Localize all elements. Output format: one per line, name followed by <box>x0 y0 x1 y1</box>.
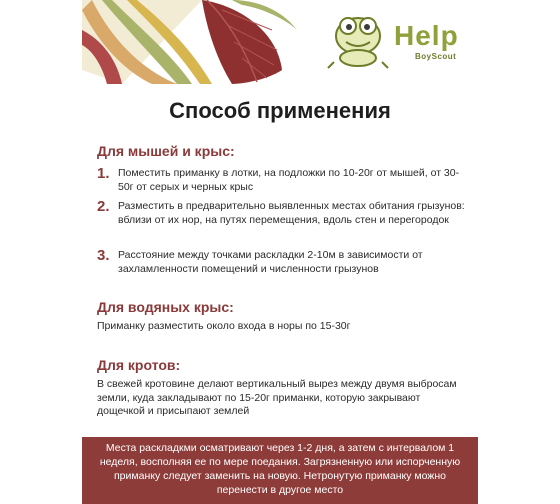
list-item-text: Разместить в предварительно выявленных местах обитания грызунов: вблизи от их нор, на путях перемещения, вдоль стен и перегородок <box>118 200 465 226</box>
section-heading-water-rats: Для водяных крыс: <box>97 299 234 315</box>
page-title: Способ применения <box>169 98 391 123</box>
list-item-text: Расстояние между точками раскладки 2-10м в зависимости от захламленности помещений и численности грызунов <box>118 249 423 275</box>
help-boyscout-logo <box>322 12 472 70</box>
list-item-number: 1. <box>97 165 110 182</box>
section-heading-mice: Для мышей и крыс: <box>97 143 235 159</box>
instruction-card <box>82 0 478 504</box>
section-heading-moles: Для кротов: <box>97 357 181 373</box>
logo-subtitle: BoyScout <box>415 52 457 61</box>
list-item-number: 2. <box>97 198 110 215</box>
logo-wordmark: Help <box>394 20 459 51</box>
water-rats-text: Приманку разместить около входа в норы по 15-30г <box>97 320 351 332</box>
footer-banner <box>82 437 478 504</box>
footer-text: Места раскладкми осматривают через 1-2 дня, а затем с интервалом 1 неделя, восполняя ее по мере поедания. Загрязненную или испорченную приманку следует заменить на новую. Нетронутую приманку можно перенести в другое место <box>99 442 461 496</box>
list-item-number: 3. <box>97 247 110 264</box>
tropical-leaves-decoration <box>82 0 312 84</box>
moles-text: В свежей кротовине делают вертикальный вырез между двумя выбросам земли, куда закладывают по 15-20г приманки, которую закрывают дощечкой и присыпают землей <box>97 378 457 417</box>
frog-mascot-icon <box>326 12 390 70</box>
list-item-text: Поместить приманку в лотки, на подложки по 10-20г от мышей, от 30-50г от серых и черных крыс <box>118 167 460 193</box>
